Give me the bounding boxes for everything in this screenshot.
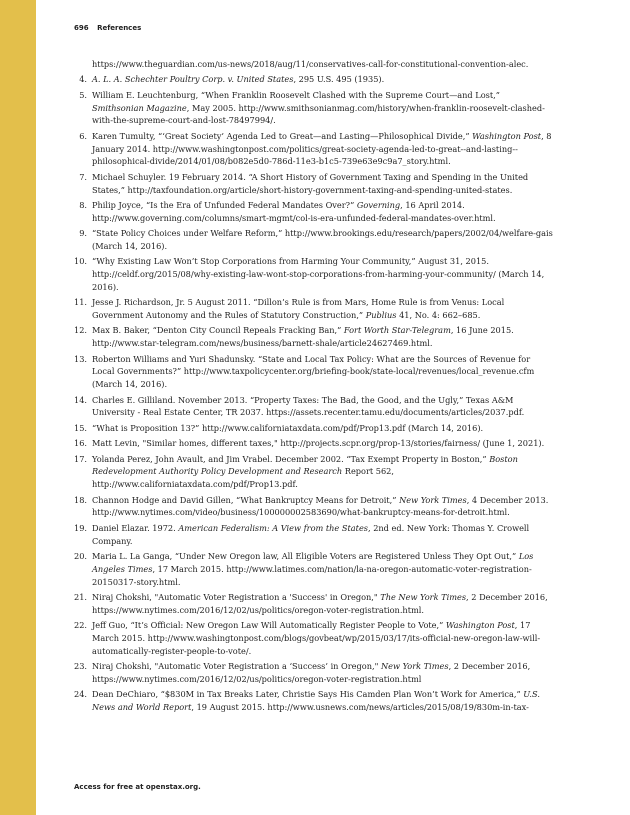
reference-list — [74, 73, 554, 714]
reference-title-italic: Governing — [356, 199, 401, 210]
reference-number: 4. — [79, 74, 87, 85]
reference-text: Jeff Guo, “It’s Official: New Oregon Law Will Automatically Register People to Vote,” — [92, 620, 446, 631]
reference-title-italic: Boston Redevelopment Authority Policy Development and Research — [92, 453, 518, 477]
reference-text: Jesse J. Richardson, Jr. 5 August 2011. “Dillon’s Rule is from Mars, Home Rule is from Venus: Local Government Autonomy and the Rules of Statutory Construction,” — [92, 297, 505, 321]
reference-text: Karen Tumulty, “‘Great Society’ Agenda Led to Great—and Lasting—Philosophical Divide,” — [92, 130, 473, 141]
reference-text: 41, No. 4: 662–685. — [396, 310, 481, 321]
reference-title-italic: New York Times — [380, 661, 449, 672]
reference-item — [74, 422, 554, 435]
reference-item — [74, 522, 554, 548]
reference-number: 23. — [74, 661, 88, 672]
reference-text: Charles E. Gilliland. November 2013. “Property Taxes: The Bad, the Good, and the Ugly,” Texas A&M University - Real Estate Center, TR 2037. https://assets.recenter.tamu.edu/documents/articles/2037.pdf. — [92, 394, 525, 418]
reference-item — [74, 199, 554, 225]
reference-item — [74, 660, 554, 686]
reference-text: Yolanda Perez, John Avault, and Jim Vrabel. December 2002. “Tax Exempt Property in Boston,” — [92, 453, 490, 464]
reference-title-italic: Smithsonian Magazine — [92, 102, 187, 113]
reference-text: Daniel Elazar. 1972. — [92, 522, 179, 533]
page-number: 696 — [74, 24, 89, 32]
reference-item — [74, 89, 554, 127]
reference-number: 17. — [74, 453, 88, 464]
reference-text: Matt Levin, "Similar homes, different taxes," http://projects.scpr.org/prop-13/stories/fairness/ (June 1, 2021). — [92, 438, 545, 449]
reference-number: 14. — [74, 394, 88, 405]
reference-title-italic: Fort Worth Star-Telegram — [343, 325, 451, 336]
references-content — [74, 58, 554, 714]
reference-item — [74, 494, 554, 520]
reference-text: , 2 December 2016, https://www.nytimes.com/2016/12/02/us/politics/oregon-voter-registration.html. — [92, 591, 548, 615]
reference-text: Maria L. La Ganga, “Under New Oregon law, All Eligible Voters are Registered Unless They Opt Out,” — [92, 550, 519, 561]
reference-number: 19. — [74, 522, 88, 533]
continued-reference: https://www.theguardian.com/us-news/2018/aug/11/conservatives-call-for-constitutional-convention-alec. — [92, 59, 529, 69]
reference-text: , 19 August 2015. http://www.usnews.com/news/articles/2015/08/19/830m-in-tax- — [191, 702, 529, 713]
reference-number: 12. — [74, 325, 88, 336]
reference-text: , 2 December 2016, https://www.nytimes.com/2016/12/02/us/politics/oregon-voter-registration.html — [92, 661, 531, 684]
reference-text: , 295 U.S. 495 (1935). — [293, 74, 385, 85]
side-color-bar — [0, 0, 36, 815]
reference-number: 22. — [74, 620, 88, 631]
reference-number: 6. — [79, 130, 87, 141]
reference-number: 21. — [74, 591, 88, 602]
reference-item — [74, 130, 554, 168]
reference-text: , 4 December 2013. http://www.nytimes.com/video/business/100000002583690/what-bankruptcy-means-for-detroit.html. — [92, 494, 549, 518]
reference-text: , 16 June 2015. http://www.star-telegram.com/news/business/barnett-shale/article24627469.html. — [92, 325, 514, 349]
reference-number: 8. — [79, 199, 87, 210]
reference-item — [74, 619, 554, 657]
reference-text: , 8 January 2014. http://www.washingtonpost.com/politics/great-society-agenda-led-to-great--and-lasting--philosophical-divide/2014/01/08/b082e5d0-786d-11e3-b1c5-739e63e9c9a7_story.html. — [92, 130, 552, 167]
reference-item — [74, 353, 554, 391]
reference-text: Report 562, http://www.californiataxdata.com/pdf/Prop13.pdf. — [92, 466, 394, 490]
reference-title-italic: American Federalism: A View from the States — [178, 522, 368, 533]
reference-item — [74, 688, 554, 714]
section-title: References — [97, 24, 142, 32]
reference-title-italic: New York Times — [399, 494, 467, 505]
reference-title-italic: Washington Post — [445, 620, 515, 631]
reference-item — [74, 296, 554, 322]
reference-item — [74, 73, 554, 86]
reference-title-italic: A. L. A. Schechter Poultry Corp. v. United States — [92, 74, 294, 85]
reference-text: “What is Proposition 13?” http://www.californiataxdata.com/pdf/Prop13.pdf (March 14, 2016). — [92, 422, 484, 433]
reference-item — [74, 394, 554, 420]
reference-text: Niraj Chokshi, "Automatic Voter Registration a 'Success' in Oregon," — [92, 591, 381, 602]
reference-number: 20. — [74, 550, 88, 561]
reference-number: 13. — [74, 353, 88, 364]
reference-item — [74, 255, 554, 293]
reference-text: , May 2005. http://www.smithsonianmag.com/history/when-franklin-roosevelt-clashed-with-the-supreme-court-and-lost-78497994/. — [92, 102, 545, 126]
reference-text: “Why Existing Law Won’t Stop Corporations from Harming Your Community,” August 31, 2015. http://celdf.org/2015/08/why-existing-law-wont-stop-corporations-from-harming-your-community/ (March 14, 2016). — [92, 256, 545, 292]
reference-item — [74, 550, 554, 588]
reference-number: 5. — [79, 89, 87, 100]
reference-number: 11. — [74, 297, 88, 308]
reference-item — [74, 171, 554, 197]
reference-number: 15. — [74, 422, 88, 433]
reference-title-italic: U.S. News and World Report — [92, 689, 540, 713]
reference-item — [74, 437, 554, 450]
reference-number: 16. — [74, 438, 88, 449]
reference-number: 7. — [79, 171, 87, 182]
reference-text: Niraj Chokshi, "Automatic Voter Registration a ‘Success’ in Oregon," — [92, 661, 381, 672]
reference-title-italic: Publius — [365, 310, 397, 321]
reference-text: Dean DeChiaro, “$830M in Tax Breaks Later, Christie Says His Camden Plan Won’t Work for America,” — [92, 689, 524, 700]
page-footer: Access for free at openstax.org. — [74, 783, 201, 791]
reference-text: , 17 March 2015. http://www.washingtonpost.com/blogs/govbeat/wp/2015/03/17/its-official-new-oregon-law-will-automatically-register-people-to-vote/. — [92, 620, 541, 656]
reference-text: Roberton Williams and Yuri Shadunsky. “State and Local Tax Policy: What are the Sources of Revenue for Local Governments?” http://www.taxpolicycenter.org/briefing-book/state-local/revenues/local_revenue.cfm (March 14, 2016). — [92, 353, 535, 390]
reference-text: , 2nd ed. New York: Thomas Y. Crowell Company. — [92, 522, 530, 546]
reference-title-italic: Washington Post — [472, 130, 542, 141]
reference-text: Michael Schuyler. 19 February 2014. “A Short History of Government Taxing and Spending in the United States,” http://taxfoundation.org/article/short-history-government-taxing-and-spending-united-states. — [92, 171, 529, 195]
reference-item — [74, 324, 554, 350]
reference-title-italic: The New York Times — [380, 591, 467, 602]
page-header — [74, 24, 141, 32]
reference-text: “State Policy Choices under Welfare Reform,” http://www.brookings.edu/research/papers/2002/04/welfare-gais (March 14, 2016). — [92, 228, 553, 251]
reference-text: Max B. Baker, “Denton City Council Repeals Fracking Ban,” — [92, 325, 344, 336]
reference-title-italic: Los Angeles Times — [92, 550, 534, 574]
reference-number: 10. — [74, 256, 88, 267]
reference-text: Channon Hodge and David Gillen, “What Bankruptcy Means for Detroit,” — [92, 494, 400, 505]
reference-text: , 17 March 2015. http://www.latimes.com/nation/la-na-oregon-automatic-voter-registration-20150317-story.html. — [92, 563, 532, 587]
reference-text: , 16 April 2014. http://www.governing.com/columns/smart-mgmt/col-is-era-unfunded-federal-mandates-over.html. — [92, 199, 496, 223]
reference-number: 24. — [74, 689, 88, 700]
reference-number: 9. — [79, 228, 87, 239]
reference-item — [74, 227, 554, 253]
reference-text: William E. Leuchtenburg, “When Franklin Roosevelt Clashed with the Supreme Court—and Lost,” — [92, 89, 500, 100]
reference-text: Philip Joyce, “Is the Era of Unfunded Federal Mandates Over?” — [92, 199, 357, 210]
reference-number: 18. — [74, 494, 88, 505]
reference-item — [74, 453, 554, 491]
reference-item — [74, 591, 554, 617]
